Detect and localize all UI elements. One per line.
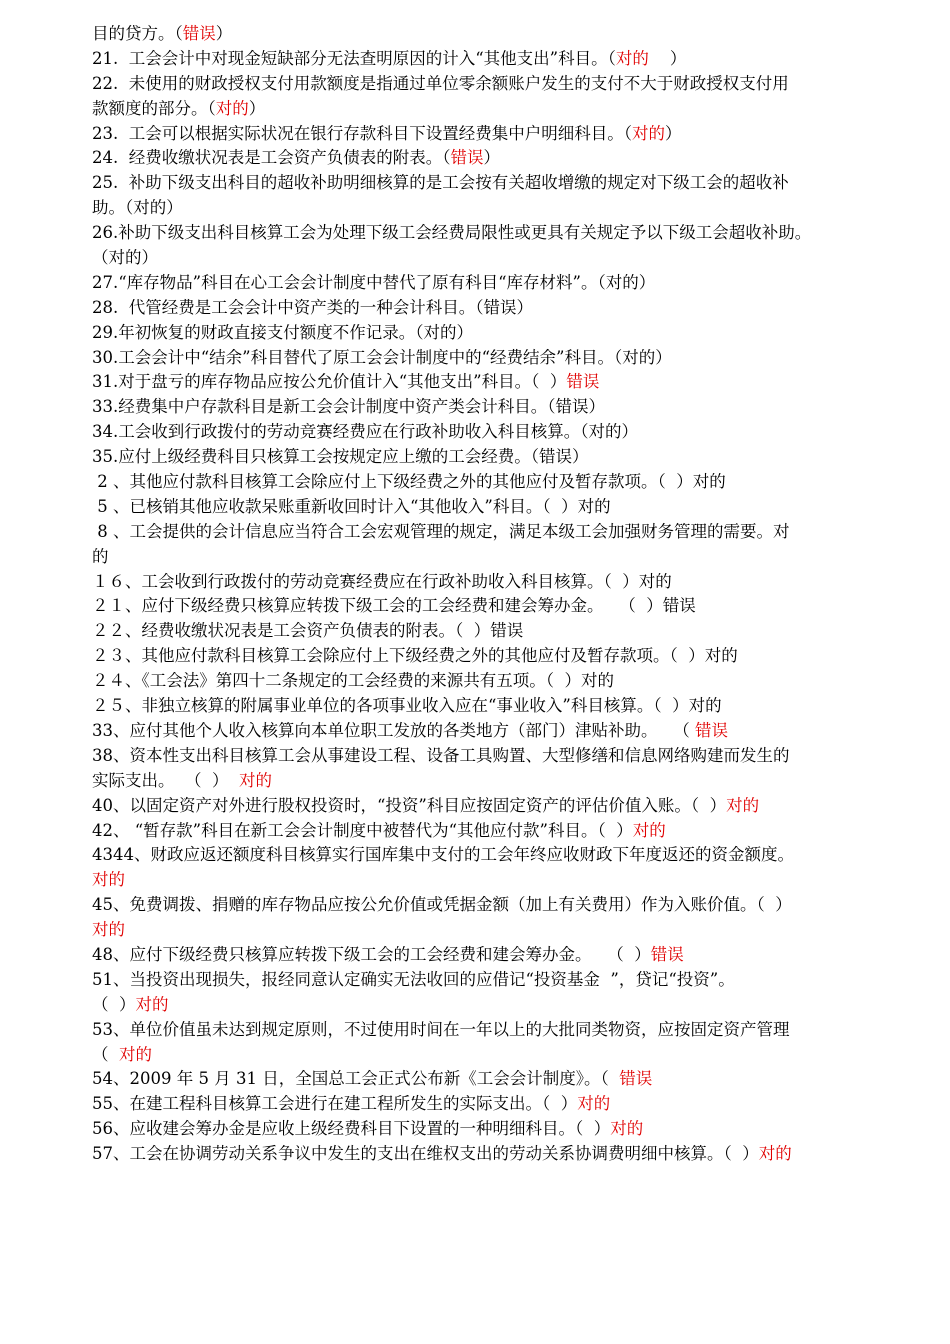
text-segment: ２１、应付下级经费只核算应转拨下级工会的工会经费和建会筹办金。 （ ）错误 [92,596,696,616]
text-segment: 2 、其他应付款科目核算工会除应付上下级经费之外的其他应付及暂存款项。（ ）对的 [92,472,726,492]
text-segment: 55、在建工程科目核算工会进行在建工程所发生的实际支出。（ ） [92,1094,578,1114]
text-segment: 31.对于盘亏的库存物品应按公允价值计入“其他支出”科目。（ ） [92,372,567,392]
text-line [92,1043,922,1068]
text-line [92,993,922,1018]
text-line [92,769,922,794]
text-line [92,1092,922,1117]
text-segment: （ [92,1044,119,1064]
answer-mark: 对的 [631,123,665,143]
text-line [92,918,922,943]
text-segment: 51、当投资出现损失，报经同意认定确实无法收回的应借记“投资基金 ”，贷记“投资”。 [92,969,735,989]
answer-mark: 错误 [450,148,484,168]
text-line [92,1142,922,1167]
text-line [92,669,922,694]
text-segment: ２５、非独立核算的附属事业单位的各项事业收入应在“事业收入”科目核算。（ ）对的 [92,696,722,716]
text-segment: 40、以固定资产对外进行股权投资时，“投资”科目应按固定资产的评估价值入账。（ ） [92,795,727,815]
text-segment: 的 [92,546,109,566]
text-segment: 54、2009 年 5 月 31 日，全国总工会正式公布新《工会会计制度》。（ [92,1069,620,1089]
text-segment: 目的贷方。（ [92,24,183,43]
text-line [92,619,922,644]
text-line [92,221,922,246]
text-line [92,420,922,445]
text-segment: 38、资本性支出科目核算工会从事建设工程、设备工具购置、大型修缮和信息网络购建而发生的 [92,745,790,765]
text-segment: 29.年初恢复的财政直接支付额度不作记录。（对的） [92,322,473,342]
text-segment: 25. 补助下级支出科目的超收补助明细核算的是工会按有关超收增缴的规定对下级工会的超收补 [92,173,789,193]
text-line [92,97,922,122]
text-line [92,744,922,769]
document-page [92,22,922,1167]
text-segment: ２２、经费收缴状况表是工会资产负债表的附表。（ ）错误 [92,621,524,641]
text-line [92,171,922,196]
answer-mark: 对的 [215,98,249,118]
answer-mark: 对的 [135,994,169,1014]
text-line [92,520,922,545]
text-line [92,594,922,619]
text-segment: 56、应收建会筹办金是应收上级经费科目下设置的一种明细科目。（ ） [92,1119,611,1139]
text-line [92,122,922,147]
text-line [92,321,922,346]
text-segment: 款额度的部分。（ [92,98,216,118]
text-segment: 21. 工会会计中对现金短缺部分无法查明原因的计入“其他支出”科目。（ [92,48,616,68]
text-segment: 实际支出。 （ ） [92,770,239,790]
answer-mark: 对的 [238,770,272,790]
text-segment: 42、 “暂存款”科目在新工会会计制度中被替代为“其他应付款”科目。（ ） [92,820,633,840]
text-segment: 8 、工会提供的会计信息应当符合工会宏观管理的规定，满足本级工会加强财务管理的需要。对 [92,521,790,541]
text-line [92,1117,922,1142]
text-line [92,146,922,171]
text-segment: ２３、其他应付款科目核算工会除应付上下级经费之外的其他应付及暂存款项。（ ）对的 [92,646,738,666]
text-line [92,843,922,868]
text-segment: 34.工会收到行政拨付的劳动竞赛经费应在行政补助收入科目核算。（对的） [92,422,638,442]
text-segment: １６、工会收到行政拨付的劳动竞赛经费应在行政补助收入科目核算。（ ）对的 [92,571,672,591]
text-segment: 22. 未使用的财政授权支付用款额度是指通过单位零余额账户发生的支付不大于财政授权支付用 [92,73,789,93]
answer-mark: 对的 [577,1094,611,1114]
text-line [92,22,922,47]
text-segment: （ ） [92,994,136,1014]
text-line [92,545,922,570]
text-line [92,1067,922,1092]
text-line [92,819,922,844]
text-line [92,445,922,470]
text-line [92,570,922,595]
text-line [92,694,922,719]
text-segment: 35.应付上级经费科目只核算工会按规定应上缴的工会经费。（错误） [92,447,589,467]
answer-mark: 对的 [632,820,666,840]
text-segment: （对的） [92,248,158,268]
text-line [92,943,922,968]
answer-mark: 对的 [758,1144,792,1164]
text-segment: 24. 经费收缴状况表是工会资产负债表的附表。（ [92,148,451,168]
text-segment: 5 、已核销其他应收款呆账重新收回时计入“其他收入”科目。（ ）对的 [92,496,611,516]
text-line [92,271,922,296]
text-line [92,196,922,221]
text-line [92,893,922,918]
answer-mark: 错误 [182,24,216,43]
answer-mark: 对的 [92,920,125,940]
answer-mark: 错误 [566,372,600,392]
text-segment: 53、单位价值虽未达到规定原则，不过使用时间在一年以上的大批同类物资，应按固定资产管理 [92,1019,790,1039]
text-segment: 33.经费集中户存款科目是新工会会计制度中资产类会计科目。（错误） [92,397,605,417]
text-line [92,968,922,993]
answer-mark: 对的 [726,795,760,815]
answer-mark: 错误 [650,944,684,964]
text-line [92,72,922,97]
text-segment: 48、应付下级经费只核算应转拨下级工会的工会经费和建会筹办金。 （ ） [92,944,651,964]
text-line [92,47,922,72]
text-line [92,495,922,520]
text-segment: ） [664,123,682,143]
text-line [92,470,922,495]
text-segment: ） [648,48,687,68]
text-line [92,794,922,819]
answer-mark: 对的 [615,48,649,68]
text-segment: 45、免费调拨、捐赠的库存物品应按公允价值或凭据金额（加上有关费用）作为入账价值。（ ） [92,895,792,915]
text-segment: 4344、财政应返还额度科目核算实行国库集中支付的工会年终应收财政下年度返还的资金额度。 [92,845,794,865]
answer-mark: 对的 [610,1119,644,1139]
answer-mark: 对的 [92,870,125,890]
text-segment: ） [215,24,233,43]
text-line [92,246,922,271]
text-line [92,644,922,669]
text-segment: ２４、《工会法》第四十二条规定的工会经费的来源共有五项。（ ）对的 [92,671,614,691]
text-line [92,719,922,744]
text-line [92,346,922,371]
answer-mark: 对的 [119,1044,152,1064]
text-segment: ） [248,98,266,118]
text-segment: 33、应付其他个人收入核算向本单位职工发放的各类地方（部门）津贴补助。 （ [92,720,695,740]
text-segment: 28. 代管经费是工会会计中资产类的一种会计科目。（错误） [92,297,533,317]
text-segment: 27.“库存物品”科目在心工会会计制度中替代了原有科目“库存材料”。（对的） [92,272,656,292]
text-line [92,370,922,395]
text-segment: 助。（对的） [92,198,183,218]
text-segment: 57、工会在协调劳动关系争议中发生的支出在维权支出的劳动关系协调费明细中核算。（ ） [92,1144,759,1164]
text-line [92,1018,922,1043]
text-line [92,296,922,321]
answer-mark: 错误 [619,1069,653,1089]
text-segment: ） [483,148,500,168]
text-line [92,868,922,893]
text-line [92,395,922,420]
text-segment: 23. 工会可以根据实际状况在银行存款科目下设置经费集中户明细科目。（ [92,123,632,143]
text-segment: 26.补助下级支出科目核算工会为处理下级工会经费局限性或更具有关规定予以下级工会超收补助。 [92,223,812,243]
text-segment: 30.工会会计中“结余”科目替代了原工会会计制度中的“经费结余”科目。（对的） [92,347,672,367]
answer-mark: 错误 [694,720,728,740]
